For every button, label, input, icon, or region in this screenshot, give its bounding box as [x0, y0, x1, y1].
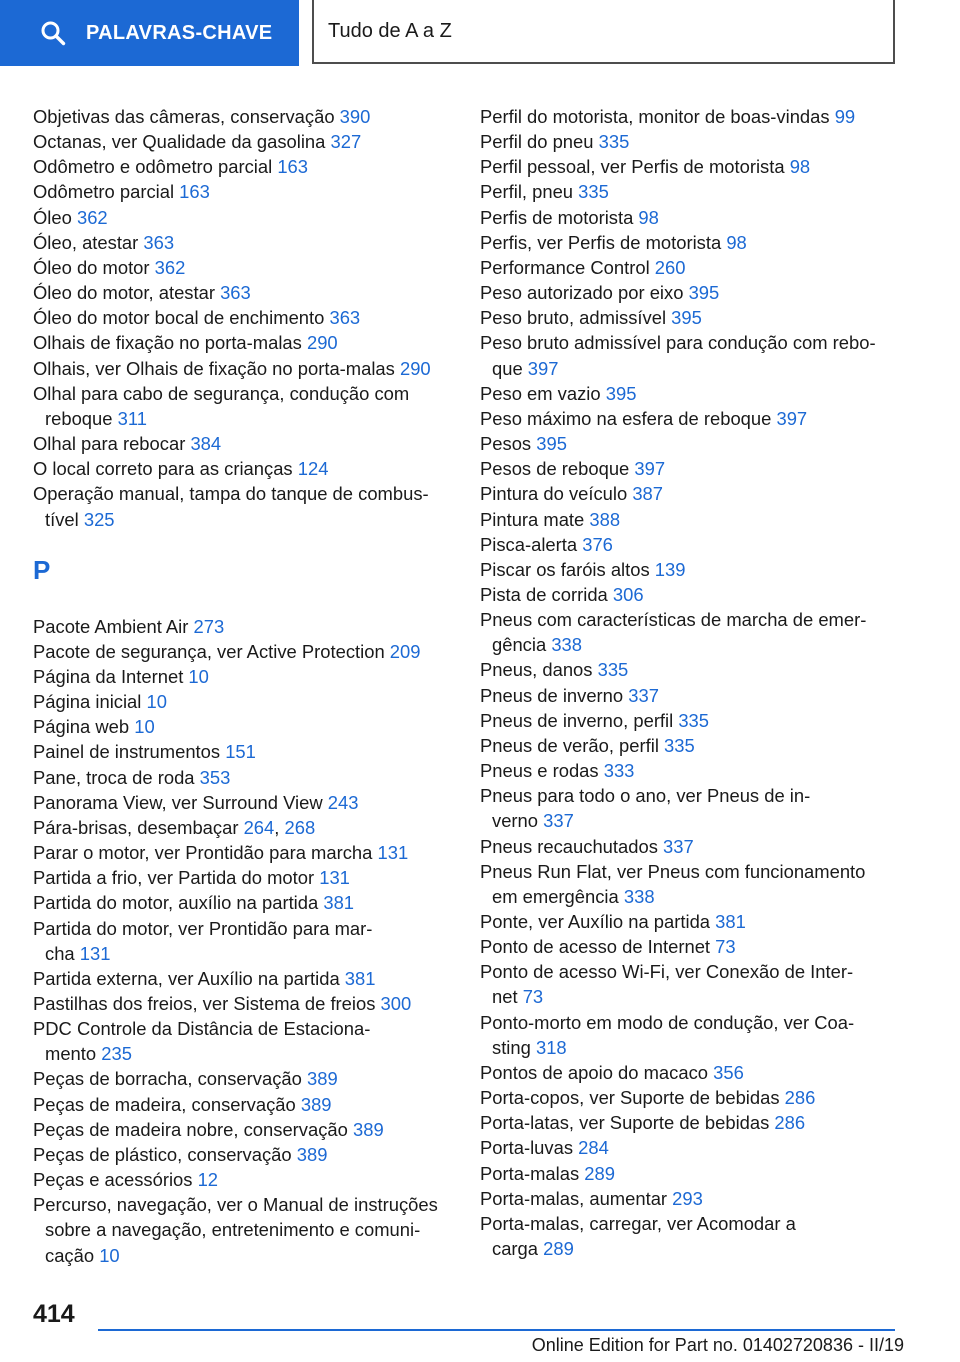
page-reference-link[interactable]: 395	[605, 382, 637, 404]
index-entry	[33, 305, 453, 330]
index-entry-text: Odômetro parcial	[33, 181, 180, 203]
index-entry	[480, 834, 910, 859]
index-entry-text: Peso bruto, admissível	[480, 307, 672, 329]
index-entry-text: Óleo do motor	[33, 256, 155, 278]
page-reference-link[interactable]: 356	[713, 1061, 744, 1083]
index-entry	[33, 431, 453, 456]
page-reference-link[interactable]: 390	[339, 106, 371, 127]
page-reference-link[interactable]: 98	[726, 231, 747, 253]
page-reference-link[interactable]: 311	[117, 407, 147, 429]
index-entry	[33, 790, 453, 815]
index-entry	[480, 733, 910, 758]
index-entry	[480, 1110, 910, 1135]
index-entry	[480, 783, 910, 833]
page-reference-link[interactable]: 363	[220, 282, 251, 304]
index-entry-text: Pneus, danos	[480, 659, 598, 681]
tab-a-to-z[interactable]	[312, 0, 895, 64]
index-entry	[480, 1161, 910, 1186]
page-number: 414	[33, 1300, 75, 1328]
page-reference-link[interactable]: 395	[536, 433, 567, 455]
index-entry	[480, 330, 910, 380]
page-reference-link[interactable]: 124	[297, 458, 329, 480]
index-entry-text: Porta-latas, ver Suporte de bebidas	[480, 1112, 775, 1134]
page-reference-link[interactable]: 151	[225, 741, 256, 763]
index-entry	[33, 456, 453, 481]
index-entry	[33, 104, 453, 129]
page-reference-link[interactable]: 293	[672, 1187, 703, 1209]
index-entry	[33, 1066, 453, 1091]
page-reference-link[interactable]: 10	[134, 716, 155, 738]
index-entry-text: Peso autorizado por eixo	[480, 282, 689, 304]
page-reference-link[interactable]: 388	[589, 508, 621, 530]
index-entry	[480, 683, 910, 708]
index-entry	[480, 758, 910, 783]
index-entry-text: mento	[45, 1043, 102, 1065]
index-entry-text: Pneus com características de marcha de emer-	[480, 609, 867, 631]
index-entry-text: Parar o motor, ver Prontidão para marcha	[33, 842, 378, 864]
index-entry-text: Odômetro e odômetro parcial	[33, 156, 278, 178]
page-reference-link[interactable]: 376	[582, 533, 613, 555]
index-entry-text: Operação manual, tampa do tanque de combus-	[33, 483, 429, 505]
top-navigation	[0, 0, 960, 66]
index-entry	[33, 481, 453, 531]
page-reference-link[interactable]: 337	[628, 684, 659, 706]
page-reference-link[interactable]: 99	[834, 106, 856, 127]
page-reference-link[interactable]: 381	[323, 892, 355, 914]
index-entry-text: Óleo do motor bocal de enchimento	[33, 307, 330, 329]
index-entry	[480, 507, 910, 532]
index-entry-text: Porta-malas	[480, 1162, 585, 1184]
keywords-button[interactable]	[0, 0, 299, 66]
index-entry-text: Peças de madeira nobre, conservação	[33, 1118, 353, 1140]
index-entry-text: Peças de borracha, conservação	[33, 1068, 307, 1090]
index-entry	[480, 1085, 910, 1110]
index-entry-text: Perfil, pneu	[480, 181, 579, 203]
page-reference-link[interactable]: 338	[623, 885, 655, 907]
index-entry-text: Pesos	[480, 433, 537, 455]
index-entry-text: cação	[45, 1244, 100, 1266]
index-entry	[480, 381, 910, 406]
index-entry	[33, 739, 453, 764]
index-column-right	[480, 104, 910, 1261]
page-reference-link[interactable]: 335	[578, 181, 609, 203]
index-entry	[33, 1192, 453, 1267]
index-entry	[33, 356, 453, 381]
page-reference-link[interactable]: 98	[638, 206, 659, 228]
page-reference-link[interactable]: 10	[99, 1244, 120, 1266]
index-entry-text: net	[492, 986, 523, 1008]
index-entry-text: Partida do motor, auxílio na partida	[33, 892, 324, 914]
index-entry	[33, 154, 453, 179]
index-entry	[480, 1010, 910, 1060]
page-reference-link[interactable]: 387	[632, 483, 664, 505]
index-entry-text: Página inicial	[33, 691, 147, 713]
page-reference-link[interactable]: 273	[193, 615, 225, 637]
index-entry	[33, 714, 453, 739]
index-entry-text: Perfis, ver Perfis de motorista	[480, 231, 727, 253]
page-reference-link[interactable]: 131	[319, 867, 350, 889]
index-entry-text: Porta-malas, aumentar	[480, 1187, 673, 1209]
index-entry-text: cha	[45, 942, 80, 964]
tab-a-to-z-label: Tudo de A a Z	[328, 19, 452, 42]
index-entry-text: Pastilhas dos freios, ver Sistema de freios	[33, 993, 381, 1014]
page-reference-link[interactable]: 333	[603, 760, 635, 782]
page-reference-link[interactable]: 98	[789, 156, 811, 178]
index-entry	[480, 129, 910, 154]
index-entry	[33, 664, 453, 689]
index-entry	[480, 255, 910, 280]
index-entry	[480, 481, 910, 506]
index-entries-group	[480, 104, 910, 1261]
index-entry-text: Octanas, ver Qualidade da gasolina	[33, 131, 331, 153]
index-entry-text: Pisca-alerta	[480, 533, 583, 555]
page-reference-link[interactable]: 10	[146, 691, 167, 713]
index-entry-text: reboque	[45, 407, 118, 429]
index-entry	[33, 1142, 453, 1167]
index-entry	[480, 607, 910, 657]
page-reference-link[interactable]: 353	[199, 766, 231, 788]
index-entry	[33, 255, 453, 280]
page-reference-link[interactable]: 290	[399, 357, 431, 379]
page-reference-link[interactable]: 338	[551, 634, 582, 656]
index-entry-text: Pane, troca de roda	[33, 766, 200, 788]
index-entry	[480, 557, 910, 582]
index-entry-text: Perfil do pneu	[480, 131, 599, 153]
index-entry-text: Pneus Run Flat, ver Pneus com funcionamento	[480, 860, 866, 882]
index-entry-text: Peças e acessórios	[33, 1169, 198, 1191]
index-entry-text: Pneus para todo o ano, ver Pneus de in-	[480, 785, 811, 807]
index-entry-text: Pneus de inverno	[480, 684, 629, 706]
index-entry-text: Pacote Ambient Air	[33, 615, 194, 637]
index-entry-text: Partida do motor, ver Prontidão para mar-	[33, 917, 373, 939]
index-entry-text: Peso máximo na esfera de reboque	[480, 407, 777, 429]
index-entry-text: Pneus de verão, perfil	[480, 734, 665, 756]
index-entry-text: Olhal para rebocar	[33, 433, 191, 455]
index-entry-text: sobre a navegação, entretenimento e comuni-	[45, 1219, 421, 1241]
index-entry-text: que	[492, 357, 528, 379]
index-entry	[480, 708, 910, 733]
page-reference-link[interactable]: 335	[598, 131, 630, 153]
index-entry-text: Ponto de acesso Wi-Fi, ver Conexão de Inter-	[480, 961, 854, 983]
page-reference-link[interactable]: 362	[76, 206, 108, 228]
index-entry	[33, 129, 453, 154]
index-entry	[33, 1016, 453, 1066]
index-entry	[480, 406, 910, 431]
index-entry	[33, 1117, 453, 1142]
page-reference-link[interactable]: 389	[296, 1143, 328, 1165]
index-entry-text: Porta-luvas	[480, 1137, 579, 1159]
page-reference-link[interactable]: 12	[197, 1169, 219, 1191]
page-reference-link[interactable]: 327	[330, 131, 362, 153]
index-entry-text: Pneus recauchutados	[480, 835, 664, 857]
page-reference-link[interactable]: 337	[663, 835, 694, 857]
index-entry-text: Pintura mate	[480, 508, 590, 530]
index-entry-text: Porta-copos, ver Suporte de bebidas	[480, 1087, 785, 1109]
page-reference-link[interactable]: 209	[389, 640, 421, 662]
page-reference-link[interactable]: 363	[329, 307, 361, 329]
index-entry: Pára-brisas, desembaçar 264, 268	[33, 816, 316, 838]
index-entry	[33, 966, 453, 991]
index-entry	[480, 657, 910, 682]
index-entry-text: PDC Controle da Distância de Estaciona-	[33, 1018, 371, 1040]
page-reference-link[interactable]: 235	[101, 1043, 132, 1065]
index-entry-text: Panorama View, ver Surround View	[33, 791, 328, 813]
page-reference-link[interactable]: 289	[543, 1238, 574, 1260]
search-icon	[40, 20, 66, 46]
index-entry-text: Ponto de acesso de Internet	[480, 936, 716, 958]
index-entry	[480, 909, 910, 934]
page-reference-link[interactable]: 384	[190, 433, 222, 455]
page-reference-link[interactable]: 163	[277, 156, 308, 178]
index-entry-text: Olhal para cabo de segurança, condução com	[33, 382, 410, 404]
page-reference-link[interactable]: 397	[776, 407, 808, 429]
index-entry-text: Ponte, ver Auxílio na partida	[480, 911, 716, 932]
page-reference-link[interactable]: 289	[584, 1162, 615, 1184]
page-reference-link[interactable]: 139	[654, 558, 686, 580]
page-reference-link[interactable]: 335	[678, 709, 710, 731]
index-entry	[480, 280, 910, 305]
index-entry-text: Percurso, navegação, ver o Manual de instruções	[33, 1194, 438, 1216]
index-entry-text: Peso em vazio	[480, 382, 606, 404]
index-entry-text: Partida a frio, ver Partida do motor	[33, 867, 320, 889]
index-entry-text: Peso bruto admissível para condução com rebo-	[480, 332, 876, 354]
index-entry-text: Pintura do veículo	[480, 483, 633, 505]
index-entry	[33, 840, 453, 865]
index-entry	[33, 765, 453, 790]
index-entry-text: Óleo	[33, 206, 77, 228]
index-entry	[33, 916, 453, 966]
page-reference-link[interactable]: 73	[715, 936, 736, 958]
index-entry-text: Óleo, atestar	[33, 231, 144, 253]
index-entry	[33, 1167, 453, 1192]
footer-divider	[98, 1329, 895, 1331]
page-reference-link[interactable]: 337	[543, 810, 574, 832]
page-reference-link[interactable]: 363	[143, 231, 175, 253]
index-entry	[480, 205, 910, 230]
index-entry-text: Pneus e rodas	[480, 760, 604, 782]
page-reference-link[interactable]: 290	[306, 332, 338, 354]
index-entry-text: Ponto-morto em modo de condução, ver Coa-	[480, 1011, 855, 1033]
index-entry	[480, 959, 910, 1009]
index-entry	[480, 104, 910, 129]
page-reference-link[interactable]: 163	[179, 181, 210, 203]
index-column-left	[33, 104, 453, 1268]
index-entry	[33, 991, 453, 1016]
index-entry	[33, 280, 453, 305]
edition-footer: Online Edition for Part no. 01402720836 - II/19	[531, 1335, 904, 1355]
index-entry-text: Perfil do motorista, monitor de boas-vindas	[480, 106, 835, 127]
page-reference-link[interactable]: 260	[654, 256, 686, 278]
index-entry-text: Piscar os faróis altos	[480, 558, 655, 580]
page-reference-link[interactable]: 397	[527, 357, 559, 379]
index-entry	[480, 1135, 910, 1160]
index-entry	[480, 230, 910, 255]
index-entry-text: Pista de corrida	[480, 583, 613, 605]
index-entries-group	[33, 104, 453, 532]
index-entry	[33, 614, 453, 639]
index-entry-text: Objetivas das câmeras, conservação	[33, 106, 340, 127]
keywords-button-label: PALAVRAS-CHAVE	[86, 21, 273, 44]
index-entry	[480, 934, 910, 959]
index-entry	[33, 1092, 453, 1117]
index-entry-text: Partida externa, ver Auxílio na partida	[33, 967, 345, 989]
index-entry-text: carga	[492, 1238, 544, 1260]
index-entry-text: Painel de instrumentos	[33, 741, 226, 763]
index-entry-text: Perfis de motorista	[480, 206, 639, 228]
index-entry-text: Página da Internet	[33, 665, 189, 687]
index-entry-text: Página web	[33, 716, 135, 738]
page-reference-link[interactable]: 243	[327, 791, 359, 813]
index-entry	[33, 205, 453, 230]
index-entry	[33, 330, 453, 355]
page-reference-link[interactable]: 389	[300, 1093, 332, 1115]
index-entry	[480, 305, 910, 330]
index-entry	[480, 1186, 910, 1211]
page-reference-link[interactable]: 286	[774, 1112, 806, 1134]
index-entry	[480, 532, 910, 557]
index-entry-text: Perfil pessoal, ver Perfis de motorista	[480, 156, 790, 178]
page-reference-link[interactable]: 335	[597, 659, 629, 681]
page-reference-link[interactable]: 335	[664, 734, 695, 756]
page-reference-link[interactable]: 397	[634, 458, 666, 480]
index-entry-text: Peças de plástico, conservação	[33, 1143, 297, 1165]
index-entry-text: Performance Control	[480, 256, 655, 278]
page-reference-link[interactable]: 284	[578, 1137, 609, 1159]
page-reference-link[interactable]: 306	[612, 583, 644, 605]
page-reference-link[interactable]: 131	[79, 942, 111, 964]
index-entry-text: Pacote de segurança, ver Active Protection	[33, 640, 390, 662]
index-entry-text: Pesos de reboque	[480, 458, 635, 480]
index-entry-text: Olhais, ver Olhais de fixação no porta-malas	[33, 357, 400, 379]
page-reference-link[interactable]: 395	[671, 307, 702, 329]
index-entry	[33, 865, 453, 890]
index-entry-text: gência	[492, 634, 552, 656]
page-reference-link[interactable]: 286	[784, 1087, 816, 1109]
page-reference-link[interactable]: 10	[188, 665, 209, 687]
index-entry	[480, 582, 910, 607]
page-reference-link[interactable]: 381	[344, 967, 376, 989]
page-reference-link[interactable]: 131	[377, 842, 409, 864]
page-reference-link[interactable]: 381	[715, 911, 746, 932]
index-entry	[33, 230, 453, 255]
index-entry	[480, 154, 910, 179]
index-entry	[33, 179, 453, 204]
index-entry-text: Peças de madeira, conservação	[33, 1093, 301, 1115]
index-entry	[480, 859, 910, 909]
index-entries-group	[33, 614, 453, 1268]
page-reference-link[interactable]: 395	[688, 282, 720, 304]
index-entry-text: sting	[492, 1036, 536, 1058]
page-reference-link[interactable]: 389	[352, 1118, 384, 1140]
page-reference-link[interactable]: 318	[535, 1036, 567, 1058]
index-entry	[480, 179, 910, 204]
index-entry-text: Porta-malas, carregar, ver Acomodar a	[480, 1212, 796, 1234]
index-entry-text: Pára-brisas, desembaçar	[33, 816, 244, 838]
index-entry-text: O local correto para as crianças	[33, 458, 298, 480]
index-entry-text: Pneus de inverno, perfil	[480, 709, 679, 731]
index-entry-text: Olhais de fixação no porta-malas	[33, 332, 307, 354]
page-reference-link[interactable]: 264	[243, 816, 275, 838]
index-entry	[33, 689, 453, 714]
index-entry	[480, 431, 910, 456]
page-reference-link[interactable]: 73	[522, 986, 544, 1008]
index-entry	[33, 639, 453, 664]
page-reference-link[interactable]: 362	[154, 256, 186, 278]
section-letter: P	[33, 554, 51, 585]
index-entry	[33, 890, 453, 915]
index-entry-text: tível	[45, 508, 84, 530]
index-entry	[480, 1211, 910, 1261]
page-reference-link[interactable]: 389	[306, 1068, 338, 1090]
index-entry	[33, 381, 453, 431]
index-entry-text: em emergência	[492, 885, 624, 907]
page-reference-link[interactable]: 268	[284, 816, 316, 838]
page-reference-link[interactable]: 325	[83, 508, 115, 530]
page-reference-link[interactable]: 300	[380, 993, 412, 1014]
index-entry-text: Óleo do motor, atestar	[33, 282, 221, 304]
index-entry	[480, 456, 910, 481]
index-entry	[480, 1060, 910, 1085]
index-entry-text: verno	[492, 810, 544, 832]
index-entry-text: Pontos de apoio do macaco	[480, 1061, 714, 1083]
